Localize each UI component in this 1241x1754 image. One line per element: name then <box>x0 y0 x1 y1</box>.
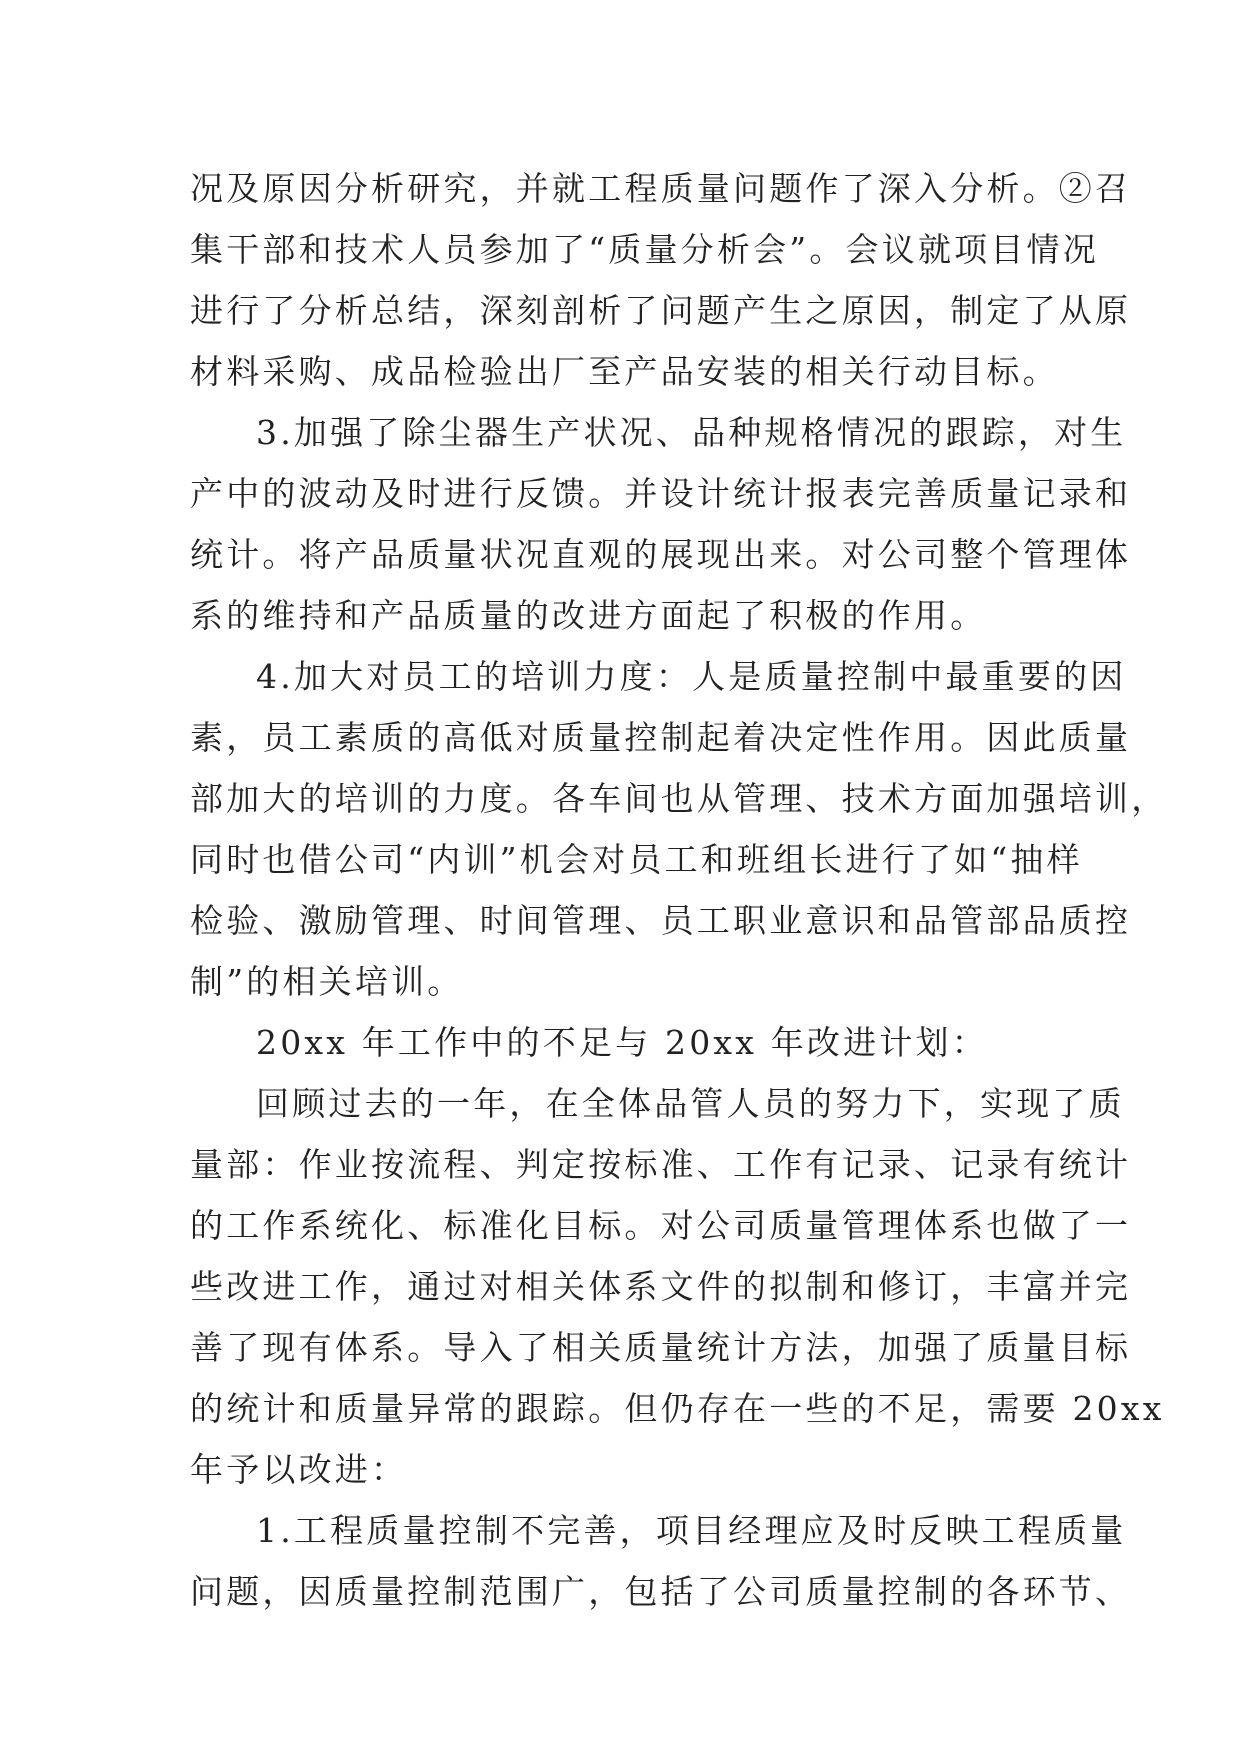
text-line: 些改进工作，通过对相关体系文件的拟制和修订，丰富并完 <box>190 1267 1132 1306</box>
text-line: 同时也借公司“内训”机会对员工和班组长进行了如“抽样 <box>190 840 1083 879</box>
text-line: 检验、激励管理、时间管理、员工职业意识和品管部品质控 <box>190 901 1132 940</box>
text-line: 量部：作业按流程、判定按标准、工作有记录、记录有统计 <box>190 1145 1132 1184</box>
text-line: 的统计和质量异常的跟踪。但仍存在一些的不足，需要 20xx <box>190 1389 1165 1428</box>
text-line: 集干部和技术人员参加了“质量分析会”。会议就项目情况 <box>190 230 1099 269</box>
document-body <box>190 158 1168 1622</box>
text-line: 3.加强了除尘器生产状况、品种规格情况的跟踪，对生 <box>256 413 1127 452</box>
text-line: 素，员工素质的高低对质量控制起着决定性作用。因此质量 <box>190 718 1132 757</box>
text-line: 材料采购、成品检验出厂至产品安装的相关行动目标。 <box>190 352 1059 391</box>
text-line: 4.加大对员工的培训力度：人是质量控制中最重要的因 <box>256 657 1127 696</box>
text-line: 善了现有体系。导入了相关质量统计方法，加强了质量目标 <box>190 1328 1132 1367</box>
text-line: 1.工程质量控制不完善，项目经理应及时反映工程质量 <box>256 1511 1127 1550</box>
text-line: 况及原因分析研究，并就工程质量问题作了深入分析。②召 <box>190 169 1132 208</box>
section-heading: 20xx 年工作中的不足与 20xx 年改进计划： <box>256 1023 988 1062</box>
text-line: 问题，因质量控制范围广，包括了公司质量控制的各环节、 <box>190 1572 1132 1611</box>
text-line: 系的维持和产品质量的改进方面起了积极的作用。 <box>190 596 987 635</box>
text-line: 制”的相关培训。 <box>190 962 464 1001</box>
text-line: 的工作系统化、标准化目标。对公司质量管理体系也做了一 <box>190 1206 1132 1245</box>
text-line: 年予以改进： <box>190 1450 408 1489</box>
text-line: 回顾过去的一年，在全体品管人员的努力下，实现了质 <box>256 1084 1125 1123</box>
text-line: 进行了分析总结，深刻剖析了问题产生之原因，制定了从原 <box>190 291 1132 330</box>
text-line: 统计。将产品质量状况直观的展现出来。对公司整个管理体 <box>190 535 1132 574</box>
text-line: 部加大的培训的力度。各车间也从管理、技术方面加强培训， <box>190 779 1168 818</box>
text-line: 产中的波动及时进行反馈。并设计统计报表完善质量记录和 <box>190 474 1132 513</box>
